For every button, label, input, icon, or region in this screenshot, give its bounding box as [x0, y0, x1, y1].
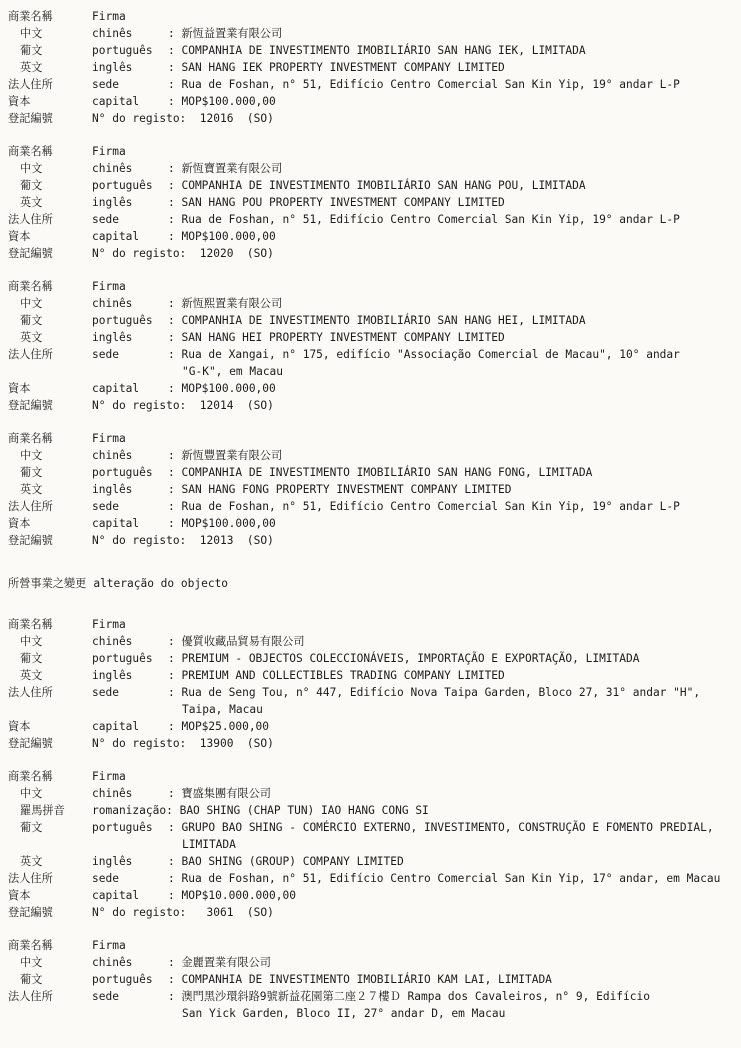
- entry-row: [8, 853, 735, 870]
- entry-row: [8, 904, 735, 921]
- label-chinese: 商業名稱: [8, 10, 53, 23]
- field-value: [168, 785, 735, 802]
- label-portuguese: chinês: [92, 27, 133, 40]
- value-line: : Rua de Xangai, n° 175, edifício "Associação Comercial de Macau", 10° andar: [168, 348, 680, 361]
- value-line: 3061 (SO): [186, 906, 274, 919]
- field-value: [168, 464, 735, 481]
- label-portuguese: romanização:: [92, 804, 173, 817]
- label-portuguese: chinês: [92, 162, 133, 175]
- entry-row: [8, 819, 735, 853]
- entry-row: [8, 768, 735, 785]
- field-value: [186, 735, 735, 752]
- section-heading: [8, 575, 735, 592]
- label-portuguese: chinês: [92, 449, 133, 462]
- label-portuguese: sede: [92, 686, 119, 699]
- label-portuguese: N° do registo:: [92, 399, 187, 412]
- field-value: [168, 971, 735, 988]
- label-chinese: 登記編號: [8, 247, 53, 260]
- label-portuguese: português: [92, 44, 153, 57]
- entry-row: [8, 954, 735, 971]
- entry-row: [8, 329, 735, 346]
- field-value: [168, 329, 735, 346]
- label-portuguese: N° do registo:: [92, 112, 187, 125]
- label-portuguese: chinês: [92, 956, 133, 969]
- label-portuguese: N° do registo:: [92, 534, 187, 547]
- label-chinese: 商業名稱: [8, 618, 53, 631]
- entry-row: [8, 8, 735, 25]
- entry-row: [8, 245, 735, 262]
- label-portuguese: Firma: [92, 770, 126, 783]
- label-chinese: 英文: [20, 483, 43, 496]
- entry-row: [8, 667, 735, 684]
- entry-row: [8, 93, 735, 110]
- value-line: : COMPANHIA DE INVESTIMENTO IMOBILIÁRIO SAN HANG HEI, LIMITADA: [168, 314, 586, 327]
- field-value: [168, 853, 735, 870]
- value-line: : MOP$10.000.000,00: [168, 889, 296, 902]
- label-chinese: 登記編號: [8, 399, 53, 412]
- entry-row: [8, 887, 735, 904]
- label-portuguese: capital: [92, 230, 140, 243]
- label-portuguese: sede: [92, 213, 119, 226]
- entry-row: [8, 211, 735, 228]
- label-portuguese: N° do registo:: [92, 247, 187, 260]
- company-entry: [8, 430, 735, 549]
- field-value: [168, 988, 735, 1022]
- label-portuguese: capital: [92, 382, 140, 395]
- label-portuguese: chinês: [92, 635, 133, 648]
- label-chinese: 資本: [8, 382, 31, 395]
- field-value: [168, 295, 735, 312]
- field-value: [168, 59, 735, 76]
- field-value: [168, 481, 735, 498]
- label-portuguese: sede: [92, 78, 119, 91]
- entry-row: [8, 278, 735, 295]
- field-value: [168, 954, 735, 971]
- label-chinese: 法人住所: [8, 990, 53, 1003]
- label-chinese: 商業名稱: [8, 939, 53, 952]
- label-chinese: 法人住所: [8, 500, 53, 513]
- entry-row: [8, 616, 735, 633]
- label-chinese: 葡文: [20, 466, 43, 479]
- field-value: [168, 346, 735, 380]
- label-chinese: 資本: [8, 720, 31, 733]
- label-portuguese: sede: [92, 990, 119, 1003]
- label-portuguese: inglês: [92, 855, 133, 868]
- field-value: [168, 718, 735, 735]
- value-line: 12020 (SO): [186, 247, 274, 260]
- label-chinese: 登記編號: [8, 534, 53, 547]
- value-line: : Rua de Foshan, n° 51, Edifício Centro Comercial San Kin Yip, 19° andar L-P: [168, 78, 680, 91]
- label-chinese: 法人住所: [8, 872, 53, 885]
- label-chinese: 葡文: [20, 314, 43, 327]
- label-chinese: 中文: [20, 956, 43, 969]
- value-line: : 新恆益置業有限公司: [168, 27, 283, 40]
- value-line: Taipa, Macau: [182, 703, 263, 716]
- label-chinese: 資本: [8, 517, 31, 530]
- value-line: : MOP$25.000,00: [168, 720, 270, 733]
- label-portuguese: inglês: [92, 483, 133, 496]
- label-chinese: 資本: [8, 889, 31, 902]
- entry-row: [8, 76, 735, 93]
- label-chinese: 葡文: [20, 821, 43, 834]
- label-chinese: 中文: [20, 162, 43, 175]
- value-line: 13900 (SO): [186, 737, 274, 750]
- value-line: : Rua de Foshan, n° 51, Edifício Centro Comercial San Kin Yip, 19° andar L-P: [168, 500, 680, 513]
- entry-row: [8, 346, 735, 380]
- label-chinese: 資本: [8, 230, 31, 243]
- label-chinese: 葡文: [20, 179, 43, 192]
- value-line: : 新恆豐置業有限公司: [168, 449, 283, 462]
- entry-row: [8, 971, 735, 988]
- value-line: : COMPANHIA DE INVESTIMENTO IMOBILIÁRIO SAN HANG POU, LIMITADA: [168, 179, 586, 192]
- label-chinese: 中文: [20, 27, 43, 40]
- entry-row: [8, 650, 735, 667]
- label-portuguese: Firma: [92, 280, 126, 293]
- label-chinese: 中文: [20, 787, 43, 800]
- field-value: [168, 312, 735, 329]
- label-portuguese: Firma: [92, 10, 126, 23]
- field-value: [186, 110, 735, 127]
- entry-row: [8, 684, 735, 718]
- value-line: : COMPANHIA DE INVESTIMENTO IMOBILIÁRIO SAN HANG IEK, LIMITADA: [168, 44, 586, 57]
- entry-row: [8, 870, 735, 887]
- entry-row: [8, 160, 735, 177]
- entry-row: [8, 447, 735, 464]
- value-line: : SAN HANG POU PROPERTY INVESTMENT COMPANY LIMITED: [168, 196, 505, 209]
- value-line: San Yick Garden, Bloco II, 27° andar D, em Macau: [182, 1007, 506, 1020]
- value-line: 12013 (SO): [186, 534, 274, 547]
- entry-row: [8, 515, 735, 532]
- field-value: [168, 667, 735, 684]
- value-line: : 新恆寶置業有限公司: [168, 162, 283, 175]
- value-line: "G-K", em Macau: [182, 365, 284, 378]
- field-value: [168, 177, 735, 194]
- value-line: 12014 (SO): [186, 399, 274, 412]
- entry-row: [8, 937, 735, 954]
- label-portuguese: português: [92, 179, 153, 192]
- label-chinese: 登記編號: [8, 112, 53, 125]
- entry-row: [8, 532, 735, 549]
- value-line: : SAN HANG IEK PROPERTY INVESTMENT COMPANY LIMITED: [168, 61, 505, 74]
- entry-row: [8, 397, 735, 414]
- value-line: : PREMIUM AND COLLECTIBLES TRADING COMPANY LIMITED: [168, 669, 505, 682]
- label-chinese: 法人住所: [8, 78, 53, 91]
- label-chinese: 商業名稱: [8, 432, 53, 445]
- label-portuguese: português: [92, 466, 153, 479]
- label-chinese: 商業名稱: [8, 280, 53, 293]
- field-value: [168, 633, 735, 650]
- label-portuguese: inglês: [92, 196, 133, 209]
- value-line: : 優質收藏品貿易有限公司: [168, 635, 305, 648]
- entry-row: [8, 177, 735, 194]
- entry-row: [8, 380, 735, 397]
- field-value: [168, 870, 735, 887]
- field-value: [168, 42, 735, 59]
- field-value: [168, 93, 735, 110]
- entry-row: [8, 25, 735, 42]
- value-line: : 澳門黑沙環斜路9號新益花園第二座２７樓Ｄ Rampa dos Cavaleiros, n° 9, Edifício: [168, 990, 650, 1003]
- entry-row: [8, 498, 735, 515]
- label-portuguese: Firma: [92, 432, 126, 445]
- field-value: [168, 498, 735, 515]
- entry-row: [8, 228, 735, 245]
- value-line: : COMPANHIA DE INVESTIMENTO IMOBILIÁRIO KAM LAI, LIMITADA: [168, 973, 552, 986]
- field-value: [186, 904, 735, 921]
- label-portuguese: chinês: [92, 787, 133, 800]
- field-value: [173, 802, 735, 819]
- field-value: [168, 25, 735, 42]
- entry-row: [8, 988, 735, 1022]
- field-value: [168, 650, 735, 667]
- value-line: : GRUPO BAO SHING - COMÉRCIO EXTERNO, INVESTIMENTO, CONSTRUÇÃO E FOMENTO PREDIAL,: [168, 821, 714, 834]
- field-value: [168, 76, 735, 93]
- label-chinese: 法人住所: [8, 213, 53, 226]
- label-portuguese: português: [92, 314, 153, 327]
- label-chinese: 法人住所: [8, 348, 53, 361]
- entry-row: [8, 735, 735, 752]
- label-portuguese: sede: [92, 872, 119, 885]
- entry-row: [8, 295, 735, 312]
- label-chinese: 法人住所: [8, 686, 53, 699]
- field-value: [168, 160, 735, 177]
- value-line: : BAO SHING (GROUP) COMPANY LIMITED: [168, 855, 404, 868]
- entry-row: [8, 59, 735, 76]
- entry-row: [8, 802, 735, 819]
- entry-row: [8, 194, 735, 211]
- value-line: BAO SHING (CHAP TUN) IAO HANG CONG SI: [172, 804, 429, 817]
- value-line: : Rua de Foshan, n° 51, Edifício Centro Comercial San Kin Yip, 17° andar, em Macau: [168, 872, 721, 885]
- entry-row: [8, 110, 735, 127]
- label-portuguese: capital: [92, 720, 140, 733]
- label-chinese: 英文: [20, 669, 43, 682]
- label-chinese: 中文: [20, 635, 43, 648]
- entry-row: [8, 312, 735, 329]
- company-entry: [8, 616, 735, 752]
- label-portuguese: N° do registo:: [92, 906, 187, 919]
- label-chinese: 登記編號: [8, 737, 53, 750]
- label-portuguese: capital: [92, 95, 140, 108]
- label-portuguese: Firma: [92, 939, 126, 952]
- value-line: : SAN HANG HEI PROPERTY INVESTMENT COMPANY LIMITED: [168, 331, 505, 344]
- entry-row: [8, 785, 735, 802]
- company-entry: [8, 143, 735, 262]
- value-line: : MOP$100.000,00: [168, 517, 276, 530]
- entry-row: [8, 143, 735, 160]
- label-portuguese: Firma: [92, 618, 126, 631]
- value-line: : COMPANHIA DE INVESTIMENTO IMOBILIÁRIO SAN HANG FONG, LIMITADA: [168, 466, 593, 479]
- label-chinese: 英文: [20, 331, 43, 344]
- company-registry-list: [8, 8, 735, 1022]
- entry-row: [8, 633, 735, 650]
- field-value: [186, 532, 735, 549]
- label-chinese: 商業名稱: [8, 145, 53, 158]
- entry-row: [8, 430, 735, 447]
- label-chinese: 英文: [20, 196, 43, 209]
- label-chinese: 英文: [20, 855, 43, 868]
- value-line: : Rua de Seng Tou, n° 447, Edifício Nova Taipa Garden, Bloco 27, 31° andar "H",: [168, 686, 701, 699]
- value-line: : MOP$100.000,00: [168, 382, 276, 395]
- entry-row: [8, 718, 735, 735]
- section-heading-chinese: 所營事業之變更: [8, 577, 87, 590]
- company-entry: [8, 768, 735, 921]
- label-portuguese: inglês: [92, 331, 133, 344]
- field-value: [168, 684, 735, 718]
- field-value: [168, 380, 735, 397]
- label-chinese: 中文: [20, 449, 43, 462]
- label-chinese: 商業名稱: [8, 770, 53, 783]
- label-portuguese: capital: [92, 517, 140, 530]
- label-portuguese: capital: [92, 889, 140, 902]
- entry-row: [8, 481, 735, 498]
- company-entry: [8, 8, 735, 127]
- section-heading-portuguese: alteração do objecto: [93, 577, 229, 590]
- label-portuguese: sede: [92, 348, 119, 361]
- label-portuguese: inglês: [92, 669, 133, 682]
- field-value: [168, 819, 735, 853]
- label-chinese: 英文: [20, 61, 43, 74]
- company-entry: [8, 278, 735, 414]
- label-portuguese: chinês: [92, 297, 133, 310]
- field-value: [186, 245, 735, 262]
- field-value: [186, 397, 735, 414]
- label-portuguese: N° do registo:: [92, 737, 187, 750]
- label-portuguese: Firma: [92, 145, 126, 158]
- entry-row: [8, 42, 735, 59]
- label-chinese: 葡文: [20, 973, 43, 986]
- label-portuguese: português: [92, 652, 153, 665]
- company-entry: [8, 937, 735, 1022]
- value-line: : PREMIUM - OBJECTOS COLECCIONÁVEIS, IMPORTAÇÃO E EXPORTAÇÃO, LIMITADA: [168, 652, 640, 665]
- label-chinese: 葡文: [20, 652, 43, 665]
- value-line: : Rua de Foshan, n° 51, Edifício Centro Comercial San Kin Yip, 19° andar L-P: [168, 213, 680, 226]
- field-value: [168, 211, 735, 228]
- field-value: [168, 515, 735, 532]
- label-portuguese: português: [92, 973, 153, 986]
- label-portuguese: sede: [92, 500, 119, 513]
- label-chinese: 登記編號: [8, 906, 53, 919]
- field-value: [168, 447, 735, 464]
- value-line: LIMITADA: [182, 838, 236, 851]
- field-value: [168, 194, 735, 211]
- label-portuguese: português: [92, 821, 153, 834]
- field-value: [168, 887, 735, 904]
- value-line: : 寶盛集團有限公司: [168, 787, 271, 800]
- field-value: [168, 228, 735, 245]
- value-line: : SAN HANG FONG PROPERTY INVESTMENT COMPANY LIMITED: [168, 483, 512, 496]
- label-chinese: 羅馬拼音: [20, 804, 65, 817]
- value-line: : MOP$100.000,00: [168, 230, 276, 243]
- label-chinese: 中文: [20, 297, 43, 310]
- value-line: : 金麗置業有限公司: [168, 956, 271, 969]
- label-chinese: 資本: [8, 95, 31, 108]
- value-line: : 新恆熙置業有限公司: [168, 297, 283, 310]
- label-portuguese: inglês: [92, 61, 133, 74]
- entry-row: [8, 464, 735, 481]
- value-line: 12016 (SO): [186, 112, 274, 125]
- label-chinese: 葡文: [20, 44, 43, 57]
- value-line: : MOP$100.000,00: [168, 95, 276, 108]
